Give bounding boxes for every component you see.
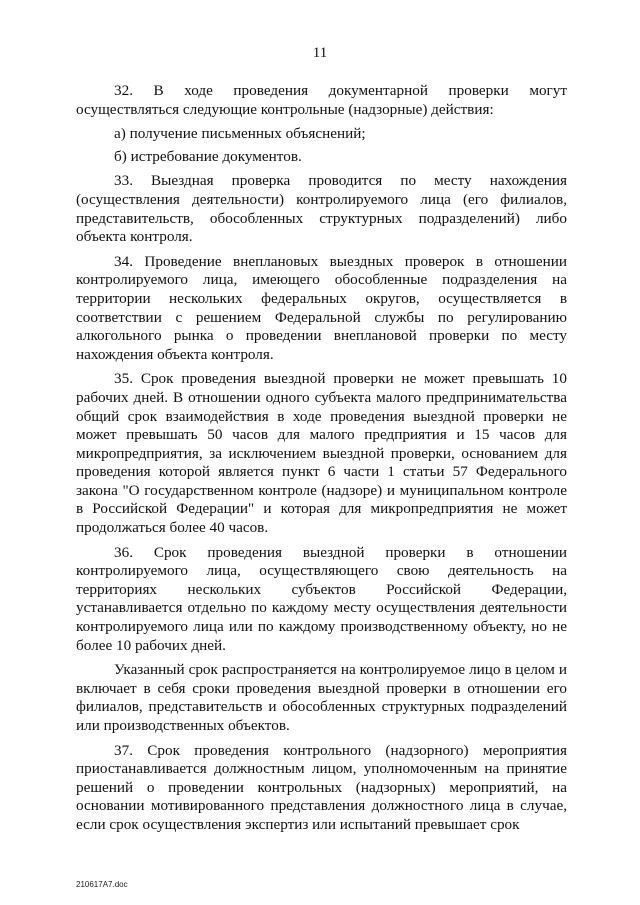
paragraph-36-continuation: Указанный срок распространяется на контролируемое лицо в целом и включает в себя сроки проведения выездной проверки в отношении его филиалов, представительств и обособленных структурных подразделений или производственных объектов. — [76, 661, 567, 734]
page-number: 11 — [312, 45, 328, 61]
paragraph-34: 34. Проведение внеплановых выездных проверок в отношении контролируемого лица, имеющего обособленные подразделения на территории нескольких федеральных округов, осуществляется в соответствии с решением Федеральной службы по регулированию алкогольного рынка о проведении внеплановой проверки по месту нахождения объекта контроля. — [76, 252, 567, 363]
paragraph-32: 32. В ходе проведения документарной проверки могут осуществляться следующие контрольные (надзорные) действия: — [76, 82, 567, 118]
paragraph-37: 37. Срок проведения контрольного (надзорного) мероприятия приостанавливается должностным лицом, уполномоченным на принятие решений о проведении контрольных (надзорных) мероприятий, на основании мотивированного представления должностного лица в случае, если срок осуществления экспертиз или испытаний превышает срок — [76, 741, 567, 833]
list-item-a: а) получение письменных объяснений; — [114, 125, 366, 143]
document-footer-filename: 210617A7.doc — [76, 880, 128, 889]
list-item-b: б) истребование документов. — [114, 147, 302, 165]
document-body — [76, 82, 567, 841]
paragraph-35: 35. Срок проведения выездной проверки не может превышать 10 рабочих дней. В отношении одного субъекта малого предпринимательства общий срок взаимодействия в ходе проведения выездной проверки не может превышать 50 часов для малого предприятия и 15 часов для микропредприятия, за исключением выездной проверки, основанием для проведения которой является пункт 6 части 1 статьи 57 Федерального закона "О государственном контроле (надзоре) и муниципальном контроле в Российской Федерации" и которая для микропредприятия не может продолжаться более 40 часов. — [76, 370, 567, 537]
paragraph-33: 33. Выездная проверка проводится по месту нахождения (осуществления деятельности) контролируемого лица (его филиалов, представительств, обособленных структурных подразделений) либо объекта контроля. — [76, 172, 567, 246]
paragraph-36: 36. Срок проведения выездной проверки в отношении контролируемого лица, осуществляющего свою деятельность на территориях нескольких субъектов Российской Федерации, устанавливается отдельно по каждому месту осуществления деятельности контролируемого лица или по каждому производственному объекту, но не более 10 рабочих дней. — [76, 543, 567, 654]
